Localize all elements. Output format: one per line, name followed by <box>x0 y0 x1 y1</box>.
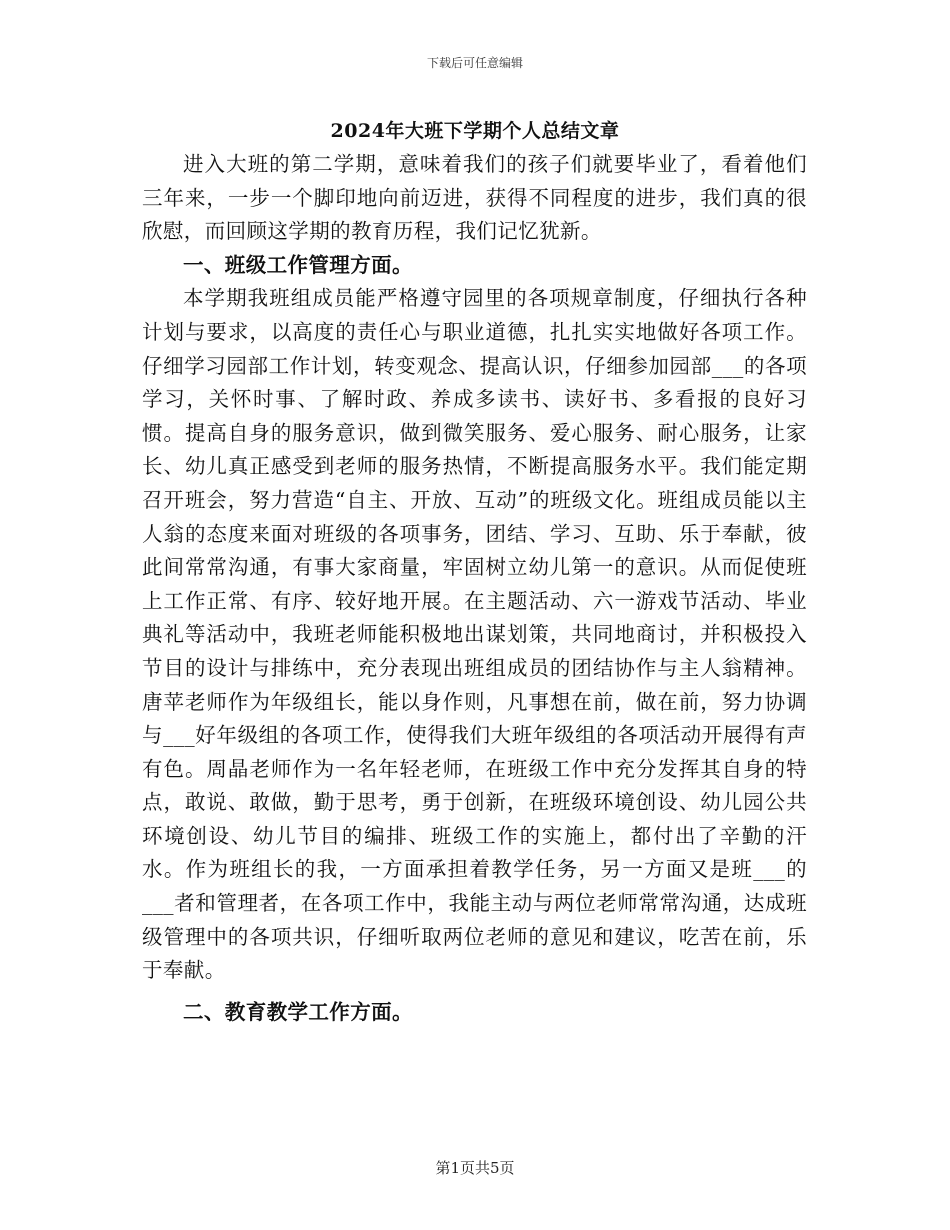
section-heading-teaching: 二、教育教学工作方面。 <box>183 999 413 1024</box>
page-number: 第1页共5页 <box>435 1159 515 1177</box>
header-note: 下载后可任意编辑 <box>426 56 523 70</box>
section-heading-class-management: 一、班级工作管理方面。 <box>183 252 413 277</box>
class-management-paragraph: 本学期我班组成员能严格遵守园里的各项规章制度，仔细执行各种计划与要求，以高度的责任心与职业道德，扎扎实实地做好各项工作。仔细学习园部工作计划，转变观念、提高认识，仔细参加园部___的各项学习，关怀时事、了解时政、养成多读书、读好书、多看报的良好习惯。提高自身的服务意识，做到微笑服务、爱心服务、耐心服务，让家长、幼儿真正感受到老师的服务热情，不断提高服务水平。我们能定期召开班会，努力营造“自主、开放、互动”的班级文化。班组成员能以主人翁的态度来面对班级的各项事务，团结、学习、互助、乐于奉献，彼此间常常沟通，有事大家商量，牢固树立幼儿第一的意识。从而促使班上工作正常、有序、较好地开展。在主题活动、六一游戏节活动、毕业典礼等活动中，我班老师能积极地出谋划策，共同地商讨，并积极投入节目的设计与排练中，充分表现出班组成员的团结协作与主人翁精神。唐苹老师作为年级组长，能以身作则，凡事想在前，做在前，努力协调与___好年级组的各项工作，使得我们大班年级组的各项活动开展得有声有色。周晶老师作为一名年轻老师，在班级工作中充分发挥其自身的特点，敢说、敢做，勤于思考，勇于创新，在班级环境创设、幼儿园公共环境创设、幼儿节目的编排、班级工作的实施上，都付出了辛勤的汗水。作为班组长的我，一方面承担着教学任务，另一方面又是班___的___者和管理者，在各项工作中，我能主动与两位老师常常沟通，达成班级管理中的各项共识，仔细听取两位老师的意见和建议，吃苦在前，乐于奉献。 <box>142 286 807 983</box>
intro-paragraph: 进入大班的第二学期，意味着我们的孩子们就要毕业了，看着他们三年来，一步一个脚印地向前迈进，获得不同程度的进步，我们真的很欣慰，而回顾这学期的教育历程，我们记忆犹新。 <box>142 152 807 244</box>
document-title: 2024年大班下学期个人总结文章 <box>330 120 620 142</box>
document-body <box>142 148 807 1029</box>
